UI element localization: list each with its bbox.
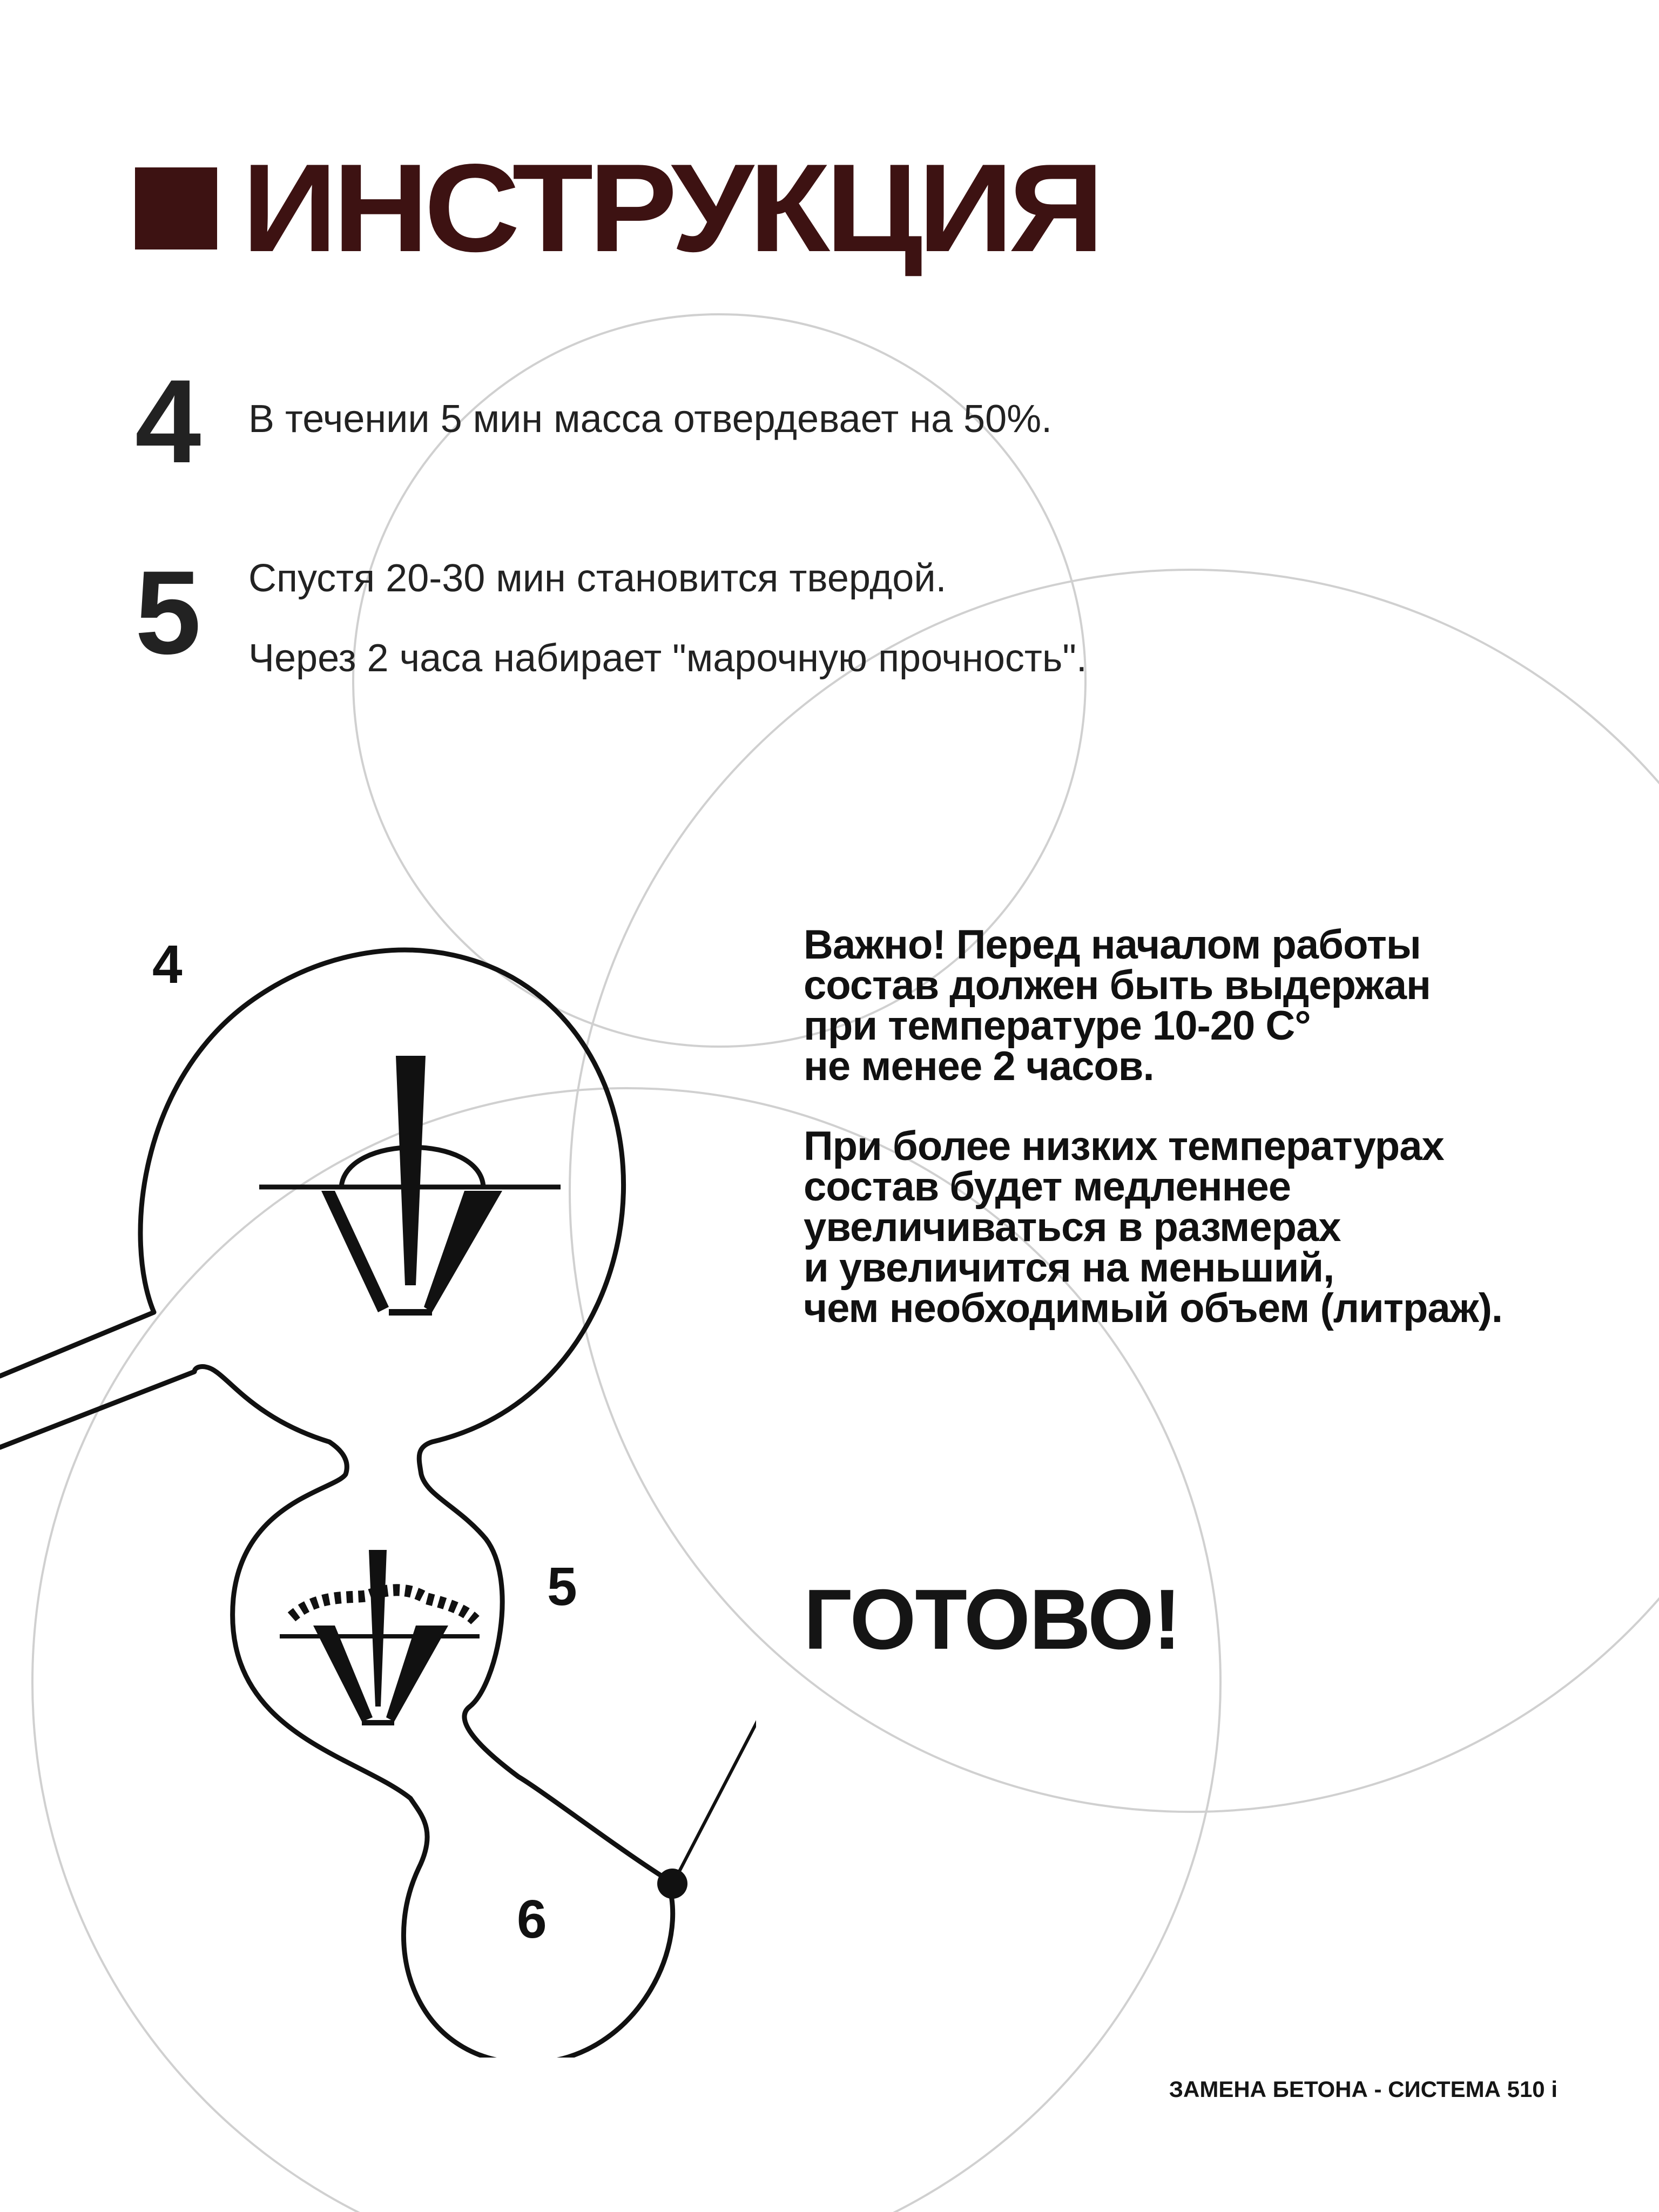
pipe-shape — [0, 1312, 194, 1447]
temperature-line-4: и увеличится на меньший, — [804, 1245, 1334, 1291]
page-header — [135, 138, 1100, 278]
temperature-line-5: чем необходимый объем (литраж). — [804, 1285, 1502, 1331]
diagram-label-6: 6 — [517, 1889, 547, 1950]
expansion-stage-5-icon — [280, 1550, 480, 1723]
expansion-stage-4-icon — [259, 1056, 561, 1312]
step-4-text: В течении 5 мин масса отвердевает на 50%. — [248, 397, 1053, 441]
warning-line-3: при температуре 10-20 С° — [804, 1003, 1311, 1049]
title-square-icon — [135, 167, 217, 249]
warning-note — [804, 922, 1570, 1089]
temperature-line-3: увеличиваться в размерах — [804, 1204, 1341, 1250]
temperature-line-2: состав будет медленнее — [804, 1164, 1291, 1210]
step-4-number: 4 — [135, 355, 201, 488]
warning-line-1: Важно! Перед началом работы — [804, 922, 1421, 968]
diagram-label-5: 5 — [547, 1556, 577, 1617]
temperature-line-1: При более низких температурах — [804, 1123, 1444, 1169]
warning-line-4: не менее 2 часов. — [804, 1043, 1154, 1089]
ready-leader-line — [657, 1677, 756, 1899]
page-title: ИНСТРУКЦИЯ — [242, 138, 1100, 278]
step-5-number: 5 — [135, 546, 201, 679]
process-diagram — [0, 891, 756, 2058]
step-5-text-line-1: Спустя 20-30 мин становится твердой. — [248, 557, 947, 600]
step-5-text-line-2: Через 2 часа набирает "марочную прочность". — [248, 637, 1087, 680]
ready-label: ГОТОВО! — [804, 1572, 1181, 1667]
footer-product-name: ЗАМЕНА БЕТОНА - СИСТЕМА 510 i — [1169, 2076, 1557, 2102]
diagram-label-4: 4 — [152, 934, 183, 995]
temperature-note — [804, 1123, 1570, 1331]
warning-line-2: состав должен быть выдержан — [804, 962, 1431, 1008]
